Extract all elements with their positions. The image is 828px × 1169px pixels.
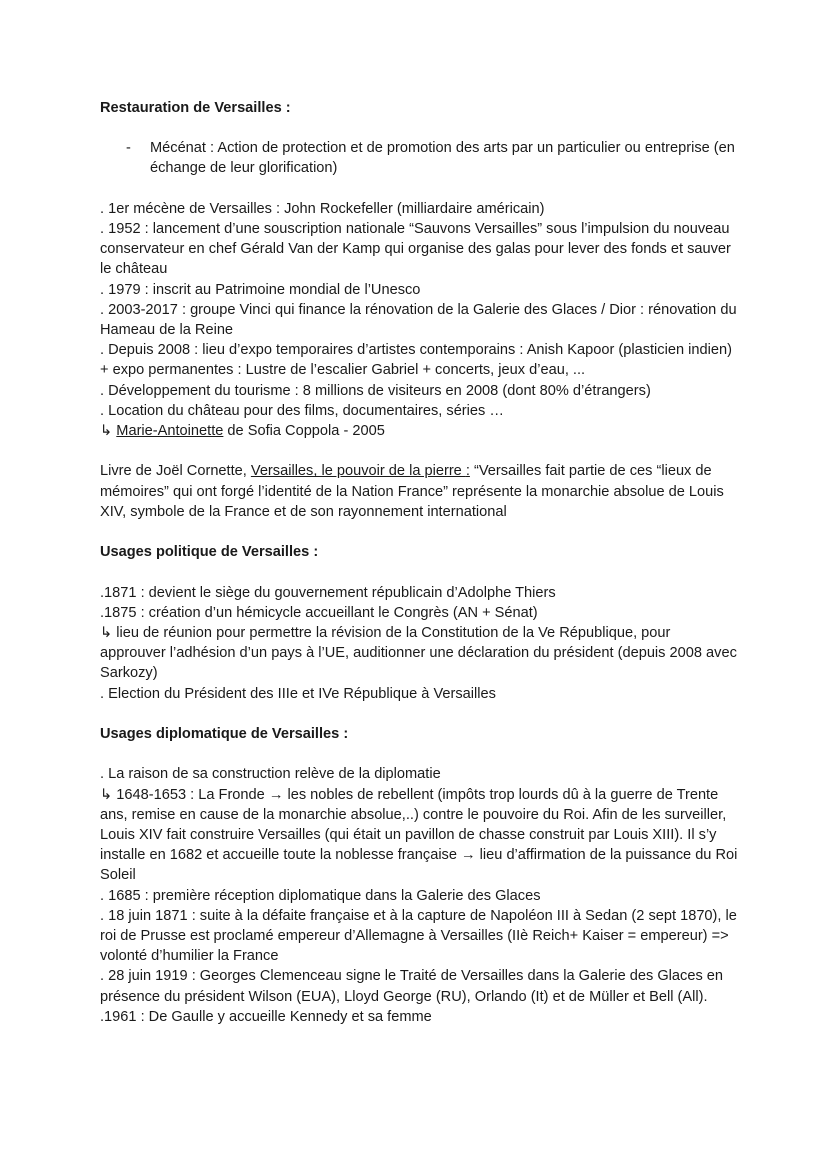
line-election: . Election du Président des IIIe et IVe République à Versailles — [100, 685, 496, 702]
document-page — [100, 98, 740, 1027]
line-raison: . La raison de sa construction relève de la diplomatie — [100, 766, 441, 783]
film-rest: de Sofia Coppola - 2005 — [223, 423, 385, 440]
bullet-text: Mécénat : Action de protection et de promotion des arts par un particulier ou entreprise (en échange de leur glorification) — [150, 140, 735, 177]
line-film — [100, 421, 740, 441]
line-1871: .1871 : devient le siège du gouvernement républicain d’Adolphe Thiers — [100, 584, 556, 601]
line-fronde: ↳ 1648-1653 : La Fronde → les nobles de rebellent (impôts trop lourds dû à la guerre de Trente ans, remise en cause de la monarchie absolue,..) contre le pouvoire du Roi. Afin de les surveiller, Louis XIV fait construire Versailles (qui était un pavillon de chasse construit par Louis XIII). Il s’y installe en 1682 et accueille toute la noblesse française → lieu d’affirmation de la puissance du Roi Soleil — [100, 786, 738, 884]
line-1979: . 1979 : inscrit au Patrimoine mondial de l’Unesco — [100, 281, 421, 298]
section-heading-restauration: Restauration de Versailles : — [100, 100, 291, 116]
bullet-mecenat — [100, 138, 740, 178]
line-1875: .1875 : création d’un hémicycle accueillant le Congrès (AN + Sénat) — [100, 604, 538, 621]
line-tourisme: . Développement du tourisme : 8 millions de visiteurs en 2008 (dont 80% d’étrangers) — [100, 382, 651, 399]
book-colon: : — [465, 463, 470, 480]
book-paragraph — [100, 461, 740, 522]
arrow-icon: ↳ — [100, 423, 117, 440]
line-28-juin-1919: . 28 juin 1919 : Georges Clemenceau signe le Traité de Versailles dans la Galerie des Glaces en présence du président Wilson (EUA), Lloyd George (RU), Orlando (It) et de Müller et Bell (All). — [100, 968, 724, 1005]
book-title: Versailles, le pouvoir de la pierre — [250, 463, 466, 480]
line-1961: .1961 : De Gaulle y accueille Kennedy et sa femme — [100, 1008, 432, 1025]
bullet-dash: - — [126, 140, 131, 157]
book-prefix: Livre de Joël Cornette, — [100, 463, 251, 480]
film-title-link[interactable]: Marie-Antoinette — [116, 423, 224, 440]
book-rest: “Versailles fait partie de ces “lieux de mémoires” qui ont forgé l’identité de la Nation France” représente la monarchie absolue de Louis XIV, symbole de la France et de son rayonnement international — [100, 463, 724, 520]
line-rockefeller: . 1er mécène de Versailles : John Rockefeller (milliardaire américain) — [100, 200, 545, 217]
line-1685: . 1685 : première réception diplomatique dans la Galerie des Glaces — [100, 887, 541, 904]
line-location: . Location du château pour des films, documentaires, séries … — [100, 402, 504, 419]
line-congres: ↳ lieu de réunion pour permettre la révision de la Constitution de la Ve République, pour approuver l’adhésion d’un pays à l’UE, auditionner une déclaration du président (depuis 2008 avec Sarkozy) — [100, 625, 737, 682]
line-1952: . 1952 : lancement d’une souscription nationale “Sauvons Versailles” sous l’impulsion du nouveau conservateur en chef Gérald Van der Kamp qui organise des galas pour lever des fonds et sauver le château — [100, 221, 731, 278]
section-heading-politique: Usages politique de Versailles : — [100, 544, 319, 561]
line-2003-2017: . 2003-2017 : groupe Vinci qui finance la rénovation de la Galerie des Glaces / Dior : rénovation du Hameau de la Reine — [100, 301, 737, 339]
section-heading-diplomatique: Usages diplomatique de Versailles : — [100, 726, 349, 743]
line-depuis-2008: . Depuis 2008 : lieu d’expo temporaires d’artistes contemporains : Anish Kapoor (plasticien indien) + expo permanentes : Lustre de l’escalier Gabriel + concerts, jeux d’eau, ... — [100, 342, 732, 379]
line-18-juin-1871: . 18 juin 1871 : suite à la défaite française et à la capture de Napoléon III à Sedan (2 sept 1870), le roi de Prusse est proclamé empereur d’Allemagne à Versailles (IIè Reich+ Kaiser = empereur) => volonté d’humilier la France — [100, 907, 737, 965]
